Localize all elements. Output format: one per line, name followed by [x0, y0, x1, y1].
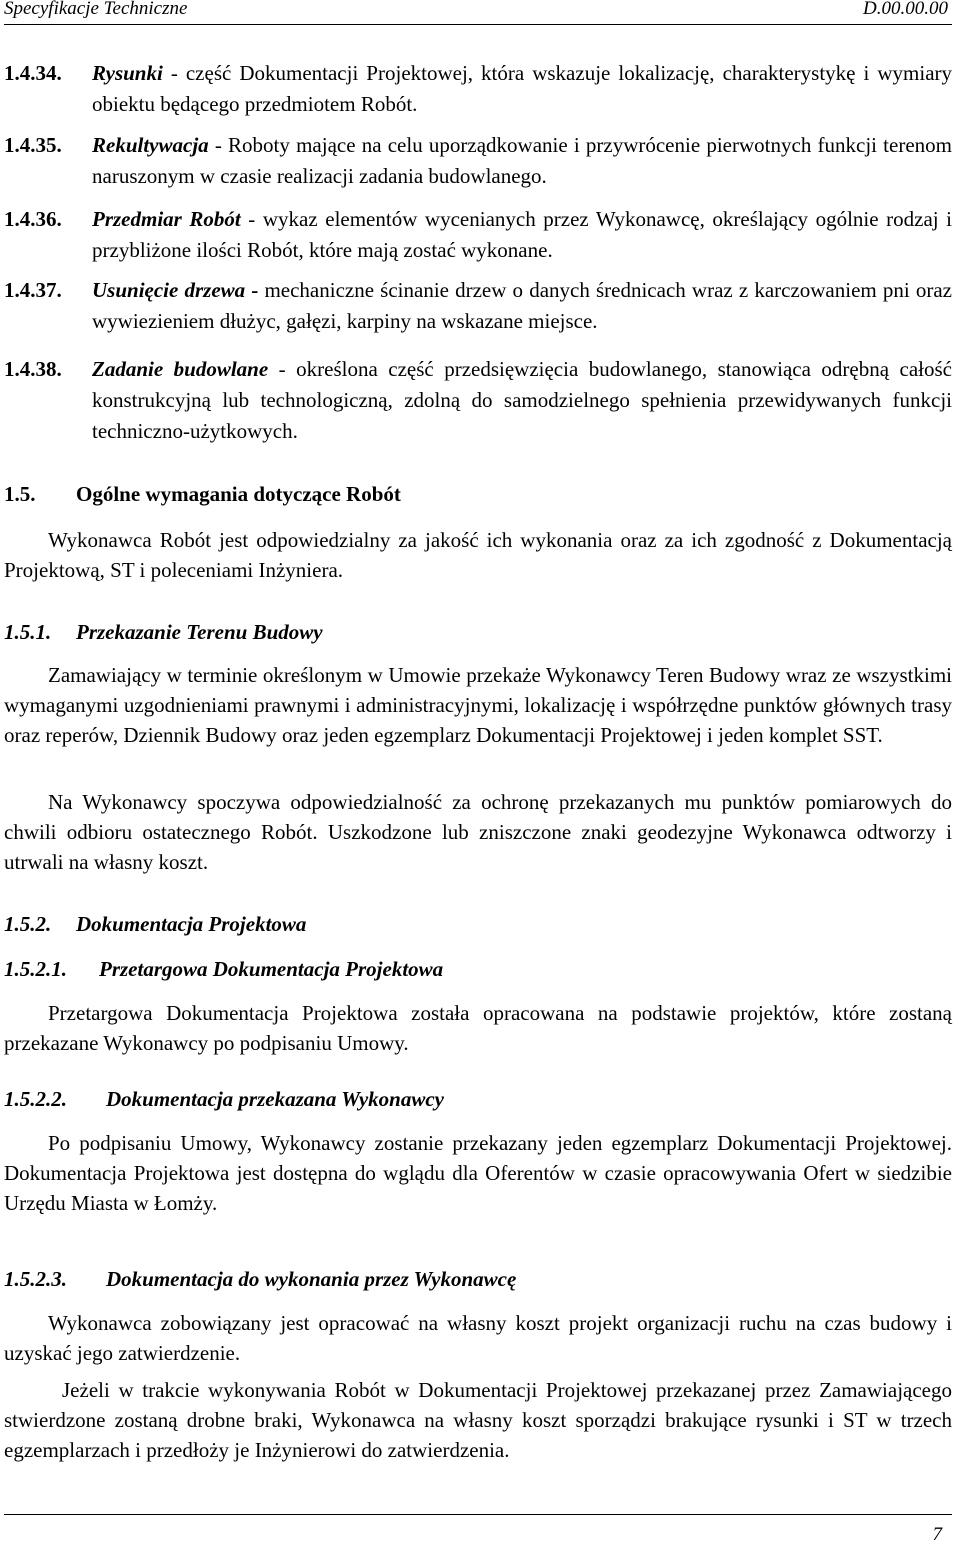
header-rule [4, 24, 952, 25]
definition-term: Zadanie budowlane [92, 357, 269, 381]
definition-text [92, 204, 952, 266]
definition-text [92, 130, 952, 192]
section-title: Dokumentacja Projektowa [76, 912, 307, 936]
definition-term: Rysunki [92, 61, 163, 85]
section-1-5-2-2-paragraph: Po podpisaniu Umowy, Wykonawcy zostanie przekazany jeden egzemplarz Dokumentacji Projektowej. Dokumentacja Projektowa jest dostępna do wglądu dla Oferentów w czasie opracowywania Ofert w siedzibie Urzędu Miasta w Łomży. [4, 1131, 952, 1215]
definition-body: mechaniczne ścinanie drzew o danych średnicach wraz z karczowaniem pni oraz wywiezieniem dłużyc, gałęzi, karpiny na wskazane miejsce. [92, 278, 953, 333]
definition-1-4-38 [0, 354, 960, 447]
definition-body: określona część przedsięwzięcia budowlanego, stanowiąca odrębną całość konstrukcyjną lub technologiczną, zdolną do samodzielnego spełnienia przewidywanych funkcji techniczno-użytkowych. [92, 357, 952, 443]
section-number: 1.5. [4, 482, 36, 506]
header-document-code: D.00.00.00 [863, 0, 948, 19]
section-1-5-paragraph: Wykonawca Robót jest odpowiedzialny za jakość ich wykonania oraz za ich zgodność z Dokumentacją Projektową, ST i poleceniami Inżyniera. [4, 528, 952, 582]
definition-term: Usunięcie drzewa [92, 278, 246, 302]
page-header [4, 0, 952, 26]
section-number: 1.5.2.1. [4, 957, 67, 981]
definition-body: część Dokumentacji Projektowej, która wskazuje lokalizację, charakterystykę i wymiary obiektu będącego przedmiotem Robót. [92, 61, 953, 116]
section-1-5-2-3-paragraph-1: Wykonawca zobowiązany jest opracować na własny koszt projekt organizacji ruchu na czas budowy i uzyskać jego zatwierdzenie. [4, 1311, 952, 1365]
section-1-5-1-paragraph-2: Na Wykonawcy spoczywa odpowiedzialność za ochronę przekazanych mu punktów pomiarowych do chwili odbioru ostatecznego Robót. Uszkodzone lub zniszczone znaki geodezyjne Wykonawca odtworzy i utrwali na własny koszt. [4, 790, 952, 874]
page-number: 7 [932, 1524, 942, 1545]
section-number: 1.5.2.3. [4, 1267, 67, 1291]
section-title: Przetargowa Dokumentacja Projektowa [99, 957, 444, 981]
definition-text [92, 354, 952, 447]
section-number: 1.5.1. [4, 620, 52, 644]
definition-number: 1.4.37. [4, 278, 62, 302]
definition-1-4-35 [0, 130, 960, 192]
definition-term: Przedmiar Robót [92, 207, 241, 231]
section-title: Dokumentacja przekazana Wykonawcy [106, 1087, 444, 1111]
footer-rule [4, 1514, 952, 1515]
definition-separator: - [268, 357, 297, 381]
definition-separator: - [208, 133, 229, 157]
section-title: Dokumentacja do wykonania przez Wykonawcę [106, 1267, 517, 1291]
definition-1-4-36 [0, 204, 960, 266]
definition-separator: - [162, 61, 186, 85]
section-number: 1.5.2. [4, 912, 52, 936]
definition-term: Rekultywacja [92, 133, 209, 157]
definition-number: 1.4.34. [4, 61, 62, 85]
section-1-5-1-paragraph-1: Zamawiający w terminie określonym w Umowie przekaże Wykonawcy Teren Budowy wraz ze wszystkimi wymaganymi uzgodnieniami prawnymi i administracyjnymi, lokalizację i współrzędne punktów głównych trasy oraz reperów, Dziennik Budowy oraz jeden egzemplarz Dokumentacji Projektowej i jeden komplet SST. [4, 663, 952, 747]
definition-body: Roboty mające na celu uporządkowanie i przywrócenie pierwotnych funkcji terenom naruszonym w czasie realizacji zadania budowlanego. [92, 133, 952, 188]
section-1-5-2-3-paragraph-2: Jeżeli w trakcie wykonywania Robót w Dokumentacji Projektowej przekazanej przez Zamawiającego stwierdzone zostaną drobne braki, Wykonawca na własny koszt sporządzi brakujące rysunki i ST w trzech egzemplarzach i przedłoży je Inżynierowi do zatwierdzenia. [4, 1378, 952, 1462]
definition-number: 1.4.38. [4, 357, 62, 381]
definition-text [92, 275, 952, 337]
section-number: 1.5.2.2. [4, 1087, 67, 1111]
section-title: Ogólne wymagania dotyczące Robót [76, 482, 401, 506]
definition-separator: - [245, 278, 265, 302]
section-title: Przekazanie Terenu Budowy [76, 620, 323, 644]
definition-separator: - [240, 207, 263, 231]
page-footer [4, 1514, 952, 1545]
definition-1-4-37 [0, 275, 960, 337]
header-document-title: Specyfikacje Techniczne [4, 0, 188, 19]
section-1-5-2-1-paragraph: Przetargowa Dokumentacja Projektowa została opracowana na podstawie projektów, które zostaną przekazane Wykonawcy po podpisaniu Umowy. [4, 1001, 952, 1055]
definition-text [92, 58, 952, 120]
definition-number: 1.4.36. [4, 207, 62, 231]
definition-number: 1.4.35. [4, 133, 62, 157]
definition-body: wykaz elementów wycenianych przez Wykonawcę, określający ogólnie rodzaj i przybliżone ilości Robót, które mają zostać wykonane. [92, 207, 952, 262]
definition-1-4-34 [0, 58, 960, 120]
